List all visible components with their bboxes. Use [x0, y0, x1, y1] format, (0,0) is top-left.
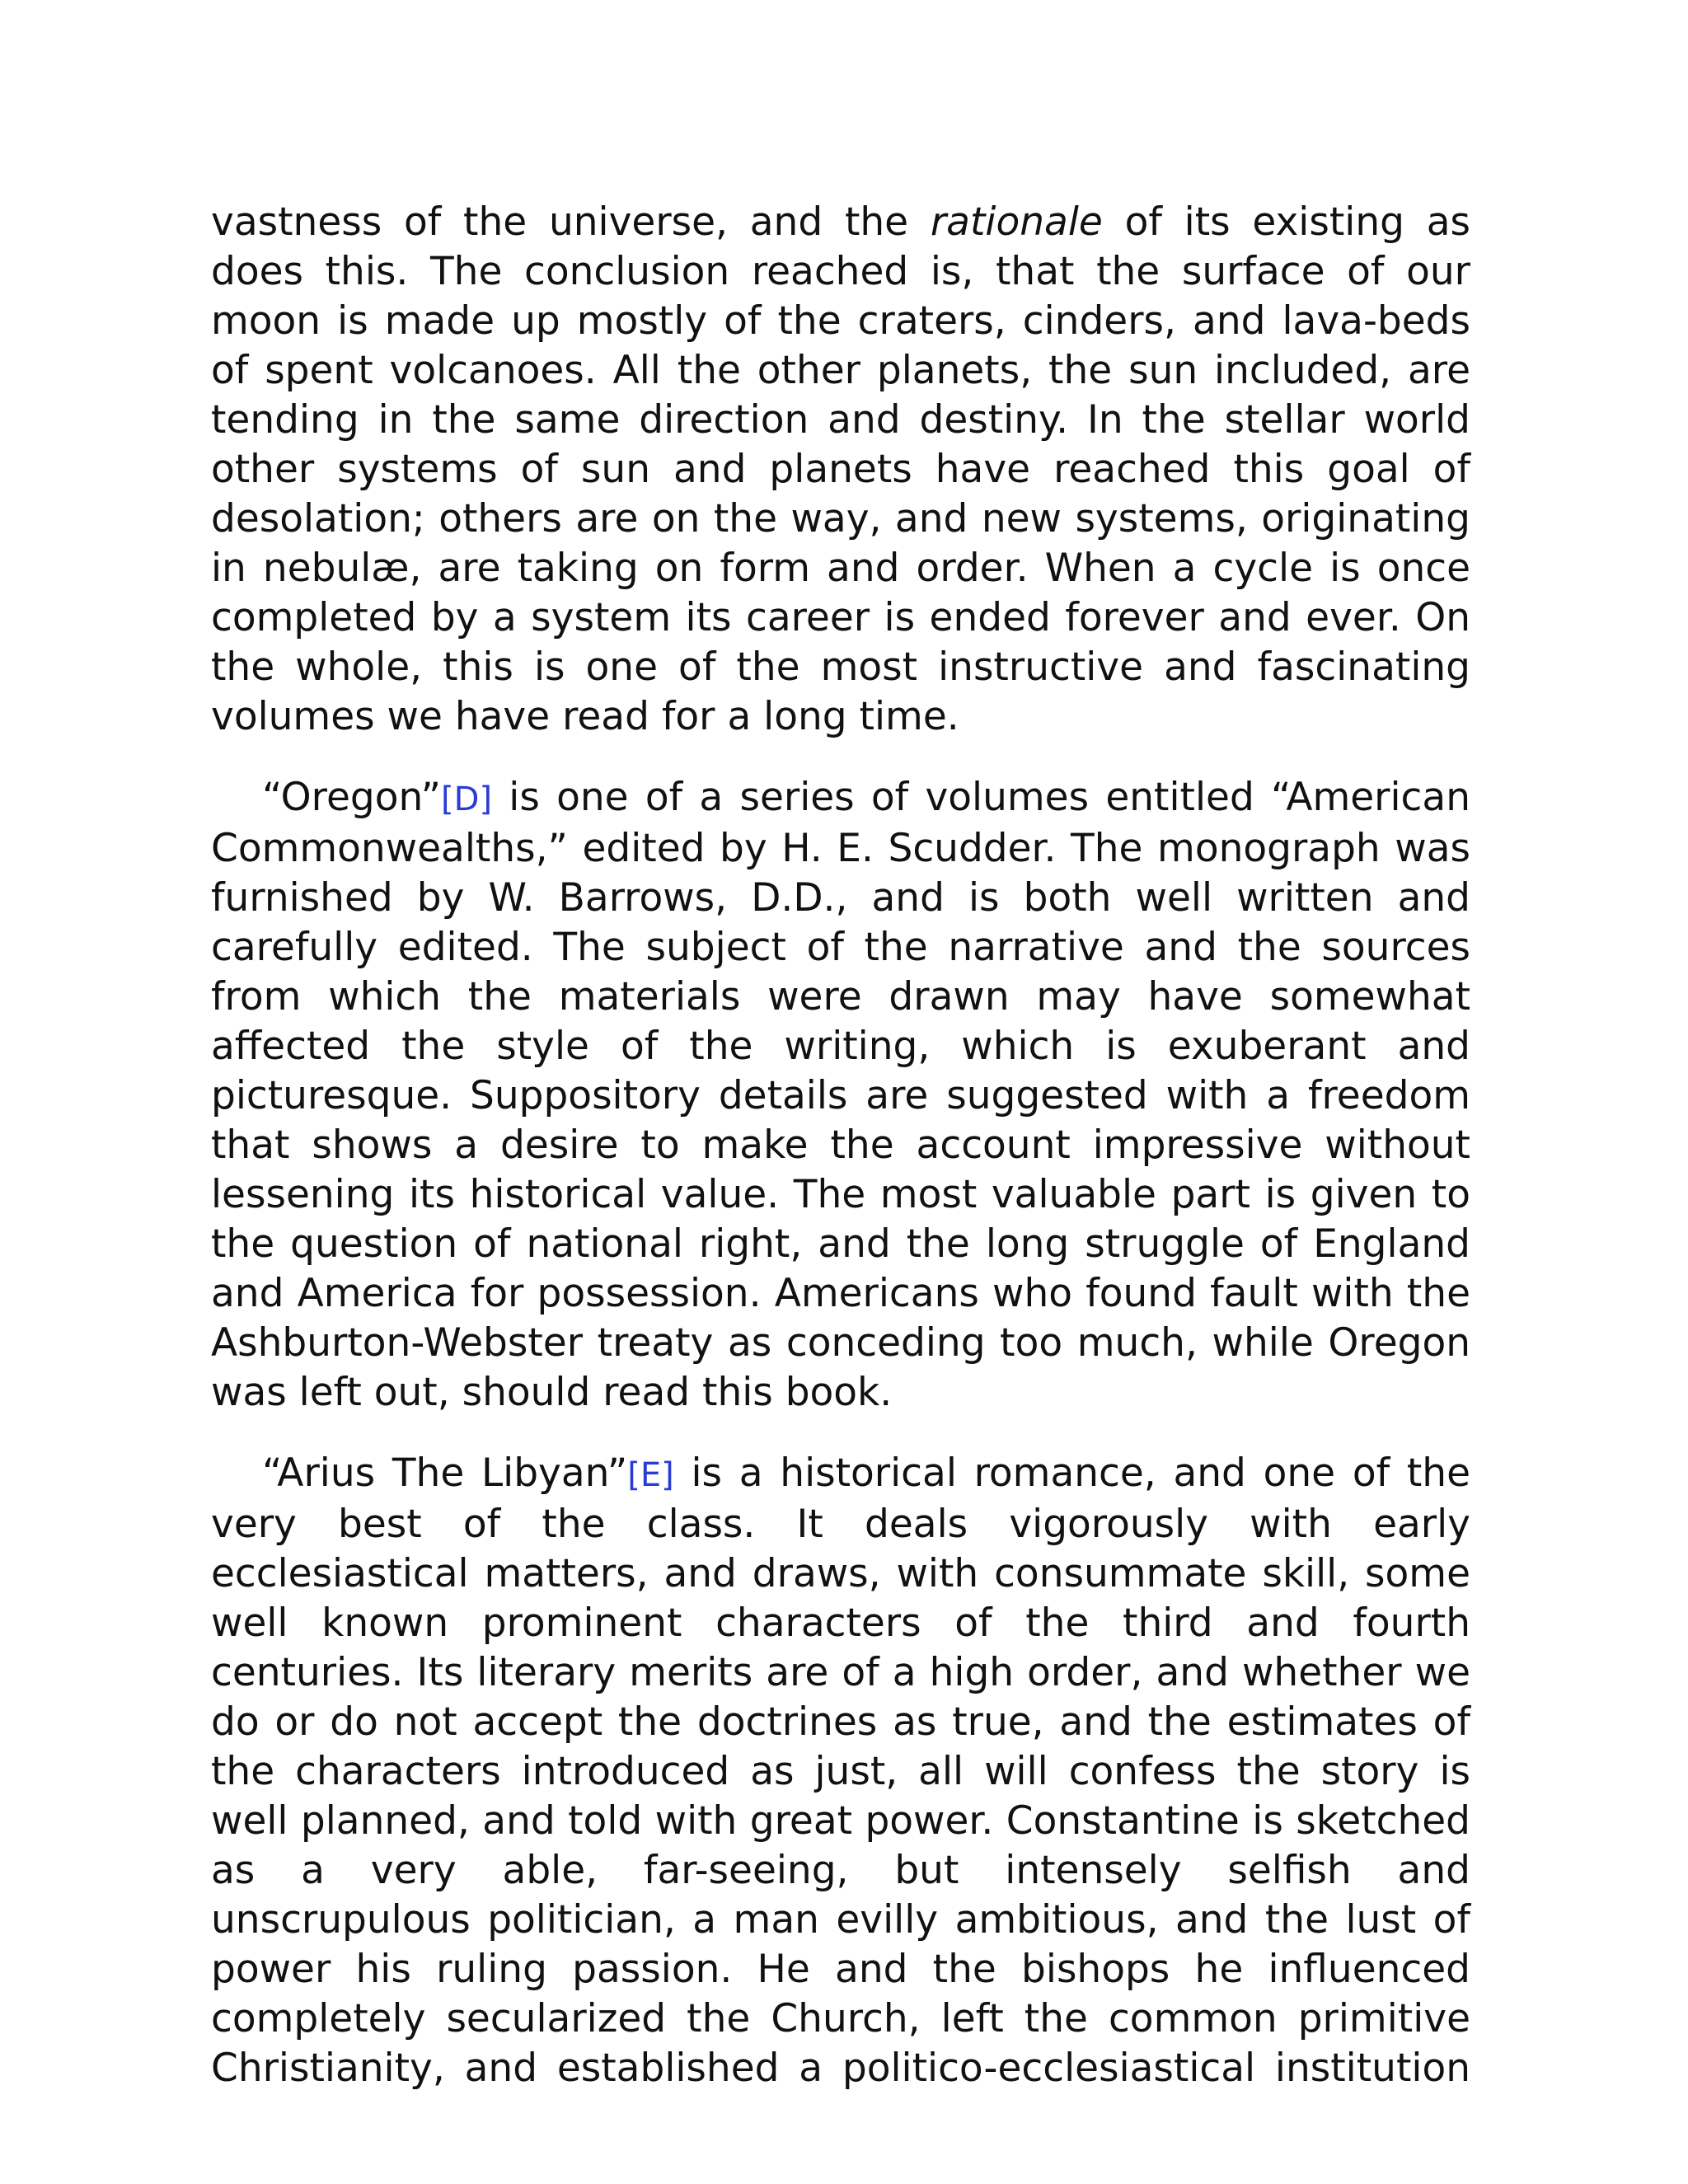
paragraph-text: is a historical romance, and one of the very best of the class. It deals vigorously with early ecclesiastical matters, and draws, with consummate skill, some well known prominent characters of the third and fourth centuries. Its literary merits are of a high order, and whether we do or do not accept the doctrines as true, and the estimates of the characters introduced as just, all will confess the story is well planned, and told with great power. Constantine is sketched as a very able, far-seeing, but intensely selfish and unscrupulous politician, a man evilly ambitious, and the lust of power his ruling passion. He and the bishops he influenced completely secularized the Church, left the common primitive Christianity, and established a politico-ecclesiastical institution [211, 1451, 1470, 2091]
book-title-arius: “Arius The Libyan” [262, 1451, 628, 1496]
book-title-oregon: “Oregon” [262, 775, 442, 820]
paragraph-text: vastness of the universe, and the [211, 199, 931, 245]
paragraph-arius [211, 1449, 1470, 2093]
paragraph-universe [211, 198, 1470, 742]
emphasis-rationale: rationale [930, 199, 1103, 245]
paragraph-text: is one of a series of volumes entitled “American Commonwealths,” edited by H. E. Scudder. The monograph was furnished by W. Barrows, D.D., and is both well written and carefully edited. The subject of the narrative and the sources from which the materials were drawn may have somewhat affected the style of the writing, which is exuberant and picturesque. Suppository details are suggested with a freedom that shows a desire to make the account impressive without lessening its historical value. The most valuable part is given to the question of national right, and the long struggle of England and America for possession. Americans who found fault with the Ashburton-Webster treaty as conceding too much, while Oregon was left out, should read this book. [211, 775, 1470, 1415]
paragraph-text: of its existing as does this. The conclusion reached is, that the surface of our moon is made up mostly of the craters, cinders, and lava-beds of spent volcanoes. All the other planets, the sun included, are tending in the same direction and destiny. In the stellar world other systems of sun and planets have reached this goal of desolation; others are on the way, and new systems, originating in nebulæ, are taking on form and order. When a cycle is once completed by a system its career is ended forever and ever. On the whole, this is one of the most instructive and fascinating volumes we have read for a long time. [211, 199, 1470, 739]
page-body [211, 198, 1470, 2125]
footnote-link-e[interactable]: [E] [627, 1456, 674, 1494]
footnote-link-d[interactable]: [D] [441, 780, 493, 818]
paragraph-oregon [211, 773, 1470, 1418]
